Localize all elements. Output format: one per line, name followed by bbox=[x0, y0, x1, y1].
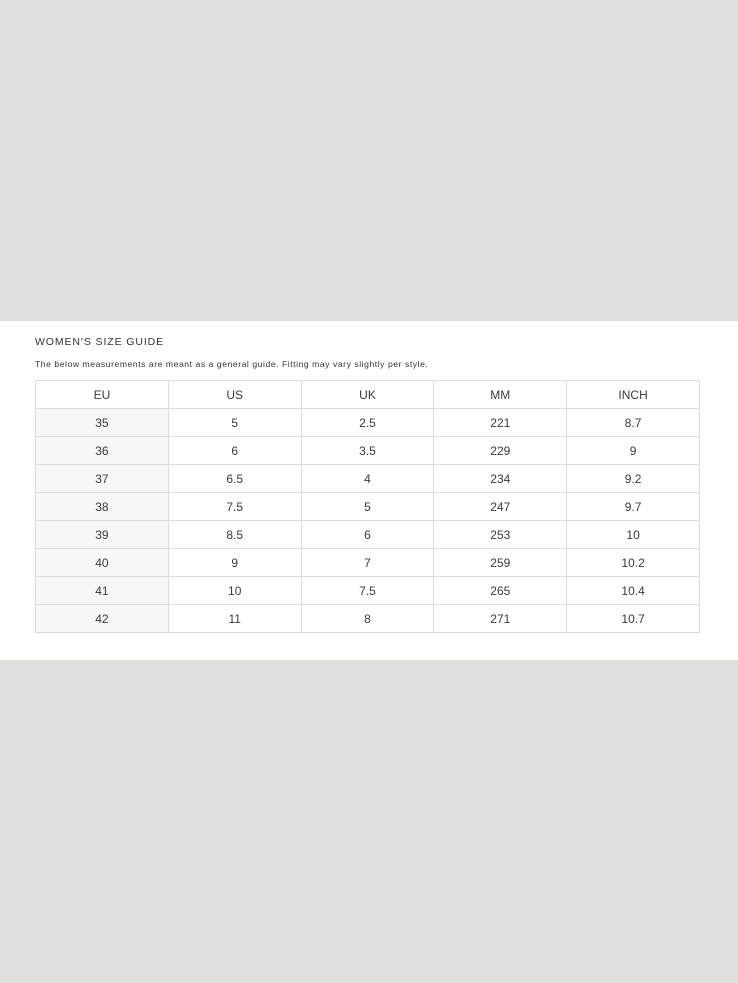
cell-inch: 10.7 bbox=[567, 605, 700, 633]
size-table bbox=[35, 380, 700, 633]
cell-us: 6 bbox=[168, 437, 301, 465]
table-row bbox=[36, 465, 700, 493]
cell-uk: 5 bbox=[301, 493, 434, 521]
cell-mm: 229 bbox=[434, 437, 567, 465]
table-row bbox=[36, 437, 700, 465]
cell-us: 9 bbox=[168, 549, 301, 577]
cell-us: 5 bbox=[168, 409, 301, 437]
cell-mm: 234 bbox=[434, 465, 567, 493]
header-inch: INCH bbox=[567, 381, 700, 409]
cell-eu: 37 bbox=[36, 465, 169, 493]
table-header-row bbox=[36, 381, 700, 409]
table-row bbox=[36, 521, 700, 549]
cell-inch: 10 bbox=[567, 521, 700, 549]
cell-mm: 271 bbox=[434, 605, 567, 633]
table-row bbox=[36, 493, 700, 521]
cell-uk: 3.5 bbox=[301, 437, 434, 465]
cell-mm: 247 bbox=[434, 493, 567, 521]
cell-eu: 40 bbox=[36, 549, 169, 577]
cell-inch: 9.7 bbox=[567, 493, 700, 521]
cell-mm: 221 bbox=[434, 409, 567, 437]
cell-eu: 35 bbox=[36, 409, 169, 437]
size-guide-subtitle: The below measurements are meant as a general guide. Fitting may vary slightly per style. bbox=[35, 359, 429, 369]
cell-uk: 6 bbox=[301, 521, 434, 549]
cell-inch: 9.2 bbox=[567, 465, 700, 493]
cell-us: 10 bbox=[168, 577, 301, 605]
cell-mm: 259 bbox=[434, 549, 567, 577]
size-guide-title: WOMEN'S SIZE GUIDE bbox=[35, 336, 165, 348]
cell-eu: 36 bbox=[36, 437, 169, 465]
table-row bbox=[36, 409, 700, 437]
table-row bbox=[36, 549, 700, 577]
table-row bbox=[36, 605, 700, 633]
cell-eu: 39 bbox=[36, 521, 169, 549]
cell-us: 8.5 bbox=[168, 521, 301, 549]
header-us: US bbox=[168, 381, 301, 409]
cell-mm: 265 bbox=[434, 577, 567, 605]
cell-uk: 7 bbox=[301, 549, 434, 577]
header-uk: UK bbox=[301, 381, 434, 409]
table-row bbox=[36, 577, 700, 605]
cell-us: 7.5 bbox=[168, 493, 301, 521]
cell-uk: 4 bbox=[301, 465, 434, 493]
cell-uk: 2.5 bbox=[301, 409, 434, 437]
cell-uk: 7.5 bbox=[301, 577, 434, 605]
cell-eu: 41 bbox=[36, 577, 169, 605]
header-eu: EU bbox=[36, 381, 169, 409]
cell-eu: 42 bbox=[36, 605, 169, 633]
cell-mm: 253 bbox=[434, 521, 567, 549]
cell-us: 6.5 bbox=[168, 465, 301, 493]
header-mm: MM bbox=[434, 381, 567, 409]
cell-inch: 8.7 bbox=[567, 409, 700, 437]
cell-inch: 10.4 bbox=[567, 577, 700, 605]
cell-inch: 9 bbox=[567, 437, 700, 465]
cell-us: 11 bbox=[168, 605, 301, 633]
cell-uk: 8 bbox=[301, 605, 434, 633]
cell-eu: 38 bbox=[36, 493, 169, 521]
cell-inch: 10.2 bbox=[567, 549, 700, 577]
